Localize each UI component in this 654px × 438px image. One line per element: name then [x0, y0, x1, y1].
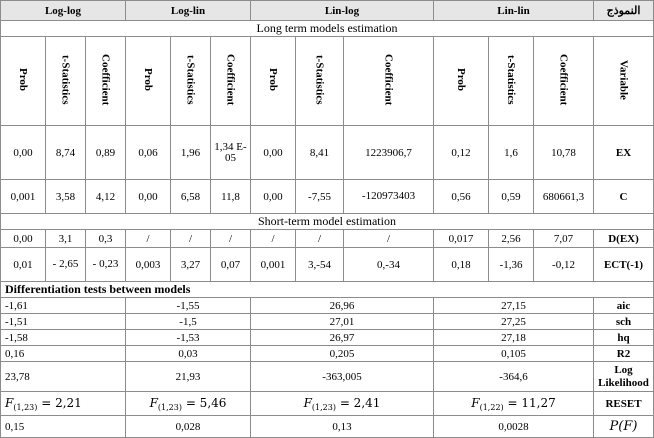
reset-cell: $F_{(1,23)} = 5,46$ [126, 392, 251, 416]
cell: -1,5 [126, 314, 251, 330]
col-prob-lin-lin: Prob [434, 37, 489, 126]
cell: 0,13 [251, 416, 434, 438]
table-row [1, 126, 654, 180]
cell: 6,58 [171, 180, 211, 214]
col-prob-log-log: Prob [1, 37, 46, 126]
cell: 680661,3 [534, 180, 594, 214]
col-tstat-log-lin: t-Statistics [171, 37, 211, 126]
column-header-row [1, 37, 654, 126]
variable-label: C [594, 180, 654, 214]
table-row [1, 248, 654, 282]
model-header-row [1, 1, 654, 21]
cell: 0,59 [489, 180, 534, 214]
cell: -1,55 [126, 298, 251, 314]
header-model-label: النموذج [594, 1, 654, 21]
cell: 0,16 [1, 346, 126, 362]
header-lin-lin: Lin-lin [434, 1, 594, 21]
cell: -364,6 [434, 362, 594, 392]
cell: 3,58 [46, 180, 86, 214]
cell: 27,25 [434, 314, 594, 330]
cell: / [344, 230, 434, 248]
test-label: hq [594, 330, 654, 346]
cell: 1,6 [489, 126, 534, 180]
cell: 0,3 [86, 230, 126, 248]
cell: -7,55 [296, 180, 344, 214]
reset-cell: $F_{(1,23)} = 2,21$ [1, 392, 126, 416]
table-row [1, 392, 654, 416]
diff-tests-title: Differentiation tests between models [1, 282, 654, 298]
table-row [1, 314, 654, 330]
cell: 3,1 [46, 230, 86, 248]
table-row [1, 180, 654, 214]
table-row [1, 416, 654, 438]
test-label: Log Likelihood [594, 362, 654, 392]
cell: / [296, 230, 344, 248]
cell: -1,51 [1, 314, 126, 330]
reset-cell: $F_{(1,23)} = 2,41$ [251, 392, 434, 416]
cell: 0,0028 [434, 416, 594, 438]
cell: - 0,23 [86, 248, 126, 282]
table-row [1, 230, 654, 248]
cell: -0,12 [534, 248, 594, 282]
header-lin-log: Lin-log [251, 1, 434, 21]
cell: 8,74 [46, 126, 86, 180]
cell: 0,003 [126, 248, 171, 282]
cell: 0,07 [211, 248, 251, 282]
col-tstat-lin-lin: t-Statistics [489, 37, 534, 126]
cell: 8,41 [296, 126, 344, 180]
cell: 2,56 [489, 230, 534, 248]
cell: 0,00 [1, 230, 46, 248]
cell: / [211, 230, 251, 248]
cell: 0,00 [251, 126, 296, 180]
cell: 0,89 [86, 126, 126, 180]
cell: 0,06 [126, 126, 171, 180]
cell: 7,07 [534, 230, 594, 248]
cell: 11,8 [211, 180, 251, 214]
cell: 26,96 [251, 298, 434, 314]
col-coef-log-log: Coefficient [86, 37, 126, 126]
cell: 3,-54 [296, 248, 344, 282]
table-row [1, 330, 654, 346]
variable-label: EX [594, 126, 654, 180]
cell: 26,97 [251, 330, 434, 346]
test-label: aic [594, 298, 654, 314]
cell: - 2,65 [46, 248, 86, 282]
col-tstat-lin-log: t-Statistics [296, 37, 344, 126]
cell: 0,18 [434, 248, 489, 282]
variable-label: ECT(-1) [594, 248, 654, 282]
cell: 0,001 [251, 248, 296, 282]
cell: 27,01 [251, 314, 434, 330]
short-term-title: Short-term model estimation [1, 214, 654, 230]
reset-cell: $F_{(1,22)} = 11,27$ [434, 392, 594, 416]
cell: 0,017 [434, 230, 489, 248]
cell: 0,001 [1, 180, 46, 214]
cell: 10,78 [534, 126, 594, 180]
cell: -1,58 [1, 330, 126, 346]
col-tstat-log-log: t-Statistics [46, 37, 86, 126]
cell: 0,00 [251, 180, 296, 214]
test-label: RESET [594, 392, 654, 416]
cell: / [126, 230, 171, 248]
cell: 3,27 [171, 248, 211, 282]
cell: / [171, 230, 211, 248]
cell: 0,105 [434, 346, 594, 362]
cell: 0,12 [434, 126, 489, 180]
col-variable: Variable [594, 37, 654, 126]
variable-label: D(EX) [594, 230, 654, 248]
table-row [1, 298, 654, 314]
test-label: sch [594, 314, 654, 330]
cell: 0,-34 [344, 248, 434, 282]
cell: / [251, 230, 296, 248]
cell: -120973403 [344, 180, 434, 214]
header-log-log: Log-log [1, 1, 126, 21]
cell: -363,005 [251, 362, 434, 392]
col-coef-lin-log: Coefficient [344, 37, 434, 126]
cell: 27,15 [434, 298, 594, 314]
table-row [1, 362, 654, 392]
cell: 0,00 [126, 180, 171, 214]
col-coef-log-lin: Coefficient [211, 37, 251, 126]
test-label: R2 [594, 346, 654, 362]
col-prob-lin-log: Prob [251, 37, 296, 126]
cell: 4,12 [86, 180, 126, 214]
cell: 23,78 [1, 362, 126, 392]
cell: -1,53 [126, 330, 251, 346]
long-term-title: Long term models estimation [1, 21, 654, 37]
cell: 0,15 [1, 416, 126, 438]
cell: -1,61 [1, 298, 126, 314]
cell: 0,56 [434, 180, 489, 214]
cell: 0,03 [126, 346, 251, 362]
cell: 1223906,7 [344, 126, 434, 180]
table-row [1, 346, 654, 362]
header-log-lin: Log-lin [126, 1, 251, 21]
cell: 0,01 [1, 248, 46, 282]
cell: -1,36 [489, 248, 534, 282]
test-label: P(F) [594, 416, 654, 438]
cell: 21,93 [126, 362, 251, 392]
cell: 0,205 [251, 346, 434, 362]
col-prob-log-lin: Prob [126, 37, 171, 126]
cell: 0,028 [126, 416, 251, 438]
cell: 27,18 [434, 330, 594, 346]
cell: 0,00 [1, 126, 46, 180]
col-coef-lin-lin: Coefficient [534, 37, 594, 126]
cell: 1,34 E-05 [211, 126, 251, 180]
cell: 1,96 [171, 126, 211, 180]
